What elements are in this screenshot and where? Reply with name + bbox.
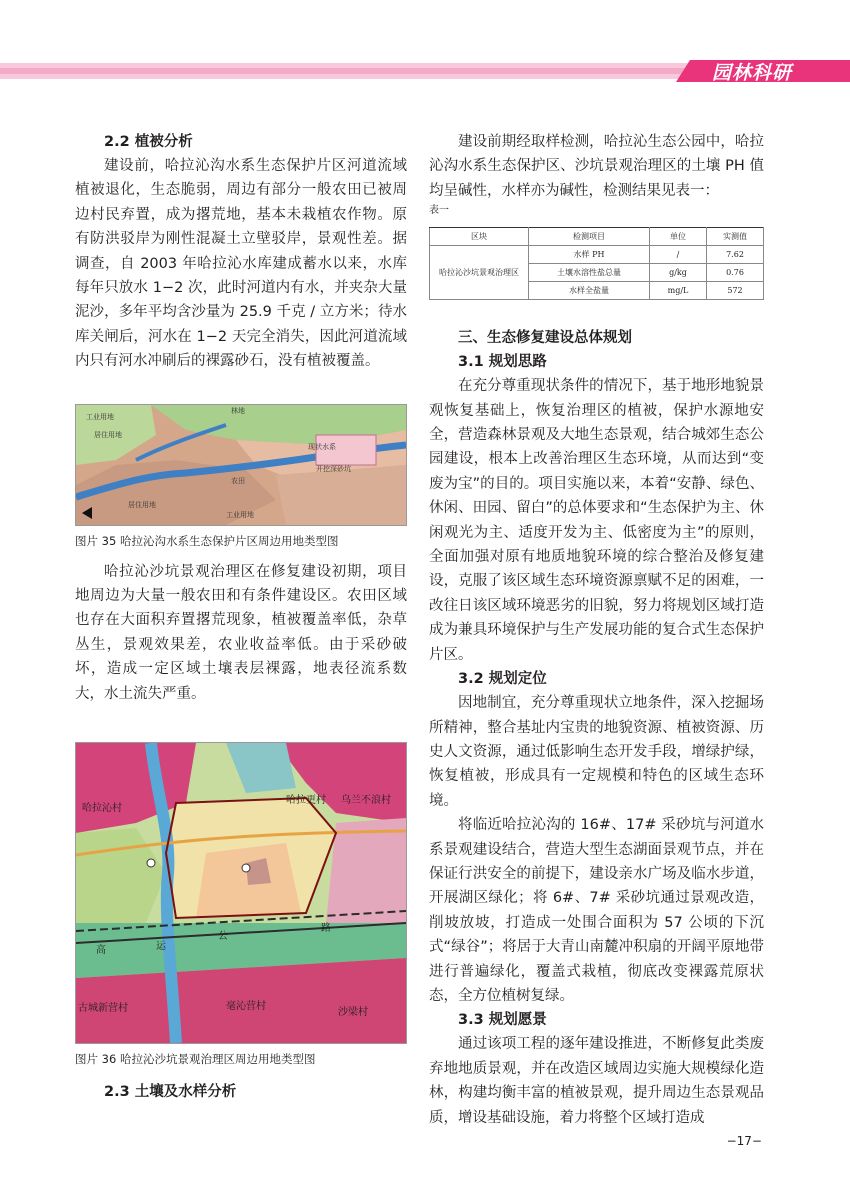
- fig35-label-water: 现状水系: [308, 442, 336, 451]
- table-cell-item: 水样全盐量: [529, 282, 650, 300]
- page-number: −17−: [726, 1134, 762, 1148]
- table-cell-block: 哈拉沁沙坑景观治理区: [430, 246, 529, 300]
- table-cell-value: 572: [707, 282, 764, 300]
- table-header-unit: 单位: [650, 228, 707, 246]
- fig35-label-industrial2: 工业用地: [226, 510, 254, 519]
- section-2-2-heading: 2.2 植被分析: [104, 134, 193, 150]
- fig35-label-residential1: 居住用地: [94, 430, 122, 439]
- section-3-3-heading: 3.3 规划愿景: [458, 1012, 547, 1029]
- table-header-block: 区块: [430, 228, 529, 246]
- left-column: [75, 130, 407, 1104]
- figure-36-caption: 图片 36 哈拉沁沙坑景观治理区周边用地类型图: [75, 1052, 316, 1067]
- table-1: [429, 227, 764, 300]
- table-row: [430, 246, 764, 264]
- table-header-value: 实测值: [707, 228, 764, 246]
- fig36-label-village6: 沙梁村: [338, 1007, 368, 1019]
- fig36-label-village3: 乌兰不浪村: [341, 795, 391, 807]
- fig36-label-village5: 毫沁营村: [226, 1001, 266, 1013]
- section-3-3-paragraph: 通过该项工程的逐年建设推进，不断修复此类废弃地地质景观，并在改造区域周边实施大规模绿化造林，构建均衡丰富的植被景观，提升周边生态景观品质，增设基础设施，着力将整个区域打造成: [429, 1036, 764, 1126]
- table-header-item: 检测项目: [529, 228, 650, 246]
- fig35-label-sandpit: 开挖深砂坑: [316, 464, 351, 473]
- table-cell-value: 0.76: [707, 264, 764, 282]
- fig36-label-road3: 路: [321, 923, 331, 935]
- right-paragraph-1: 建设前期经取样检测，哈拉沁生态公园中，哈拉沁沟水系生态保护区、沙坑景观治理区的土壤 PH 值均呈碱性，水样亦为碱性，检测结果见表一：: [429, 134, 764, 199]
- section-2-2-paragraph: 建设前，哈拉沁沟水系生态保护片区河道流域植被退化，生态脆弱，周边有部分一般农田已被周边村民弃置，成为撂荒地，基本未栽植农作物。原有防洪驳岸为刚性混凝土立壁驳岸，景观性差。据调查，自 2003 年哈拉沁水库建成蓄水以来，水库每年只放水 1−2 次，此时河道内有水，并夹杂大量泥沙，多年平均含沙量为 25.9 千克 / 立方米；待水库关闸后，河水在 1−2 天完全消失，因此河道流域内只有河水冲刷后的裸露砂石，没有植被覆盖。: [75, 158, 407, 370]
- fig35-label-forest: 林地: [231, 406, 245, 415]
- figure-35-caption: 图片 35 哈拉沁沟水系生态保护片区周边用地类型图: [75, 533, 339, 548]
- table-cell-value: 7.62: [707, 246, 764, 264]
- table-cell-item: 土壤水溶性盐总量: [529, 264, 650, 282]
- table-cell-unit: /: [650, 246, 707, 264]
- fig36-label-village1: 哈拉沁村: [82, 803, 122, 815]
- fig36-label-village4: 古城新营村: [78, 1003, 128, 1015]
- brand-title: 园林科研: [711, 62, 792, 84]
- section-2-3-heading: 2.3 土壤及水样分析: [104, 1084, 237, 1101]
- table-label: 表一: [429, 205, 449, 217]
- section-3-2-paragraph-1: 因地制宜，充分尊重现状立地条件，深入挖掘场所精神，整合基址内宝贵的地貌资源、植被资源、历史人文资源，通过低影响生态开发手段，增绿护绿，恢复植被，形成具有一定规模和特色的区域生态环境。: [429, 695, 764, 809]
- right-column: [429, 130, 764, 1130]
- table-cell-unit: mg/L: [650, 282, 707, 300]
- fig35-label-residential2: 居住用地: [128, 500, 156, 509]
- section-3-1-paragraph: 在充分尊重现状条件的情况下，基于地形地貌景观恢复基础上，恢复治理区的植被，保护水源地安全，营造森林景观及大地生态景观，结合城郊生态公园建设，根本上改善治理区生态环境，从而达到“变废为宝”的目的。项目实施以来，本着“安静、绿色、休闲、田园、留白”的总体要求和“生态保护为主、休闲观光为主、适度开发为主、低密度为主”的原则，全面加强对原有地质地貌环境的综合整治及修复建设，克服了该区域生态环境资源禀赋不足的困难，一改往日该区域环境恶劣的旧貌，努力将规划区域打造成为兼具环境保护与生产发展功能的复合式生态保护片区。: [429, 378, 764, 663]
- figure-36-map: [75, 742, 407, 1044]
- table-cell-item: 水样 PH: [529, 246, 650, 264]
- section-3-2-heading: 3.2 规划定位: [458, 671, 547, 688]
- table-header-row: [430, 228, 764, 246]
- fig36-label-village2: 哈拉更村: [286, 795, 326, 807]
- fig35-label-industrial: 工业用地: [86, 412, 114, 421]
- fig36-label-road1: 运: [156, 941, 166, 953]
- figure-35-svg: [76, 405, 406, 525]
- figure-36-svg: [76, 743, 406, 1043]
- figure-35-map: [75, 404, 407, 526]
- table-cell-unit: g/kg: [650, 264, 707, 282]
- section-3-1-heading: 3.1 规划思路: [458, 354, 547, 371]
- section-3-heading: 三、生态修复建设总体规划: [458, 330, 632, 347]
- fig35-label-farmland: 农田: [231, 476, 245, 485]
- fig36-label-road2: 公: [218, 931, 228, 943]
- section-3-2-paragraph-2: 将临近哈拉沁沟的 16#、17# 采砂坑与河道水系景观建设结合，营造大型生态湖面景观节点，并在保证行洪安全的前提下，建设亲水广场及临水步道，开展湖区绿化；将 6#、7# 采砂坑通过景观改造，削坡放坡，打造成一处围合面积为 57 公顷的下沉式“绿谷”；将居于大青山南麓冲积扇的开阔平原地带进行普遍绿化，覆盖式栽植，彻底改变裸露荒原状态，全方位植树复绿。: [429, 817, 764, 1004]
- fig36-label-road4: 高: [96, 945, 106, 957]
- left-paragraph-2: 哈拉沁沙坑景观治理区在修复建设初期，项目地周边为大量一般农田和有条件建设区。农田区域也存在大面积弃置撂荒现象，植被覆盖率低，杂草丛生，景观效果差，农业收益率低。由于采砂破坏，造成一定区域土壤表层裸露，地表径流系数大，水土流失严重。: [75, 563, 407, 702]
